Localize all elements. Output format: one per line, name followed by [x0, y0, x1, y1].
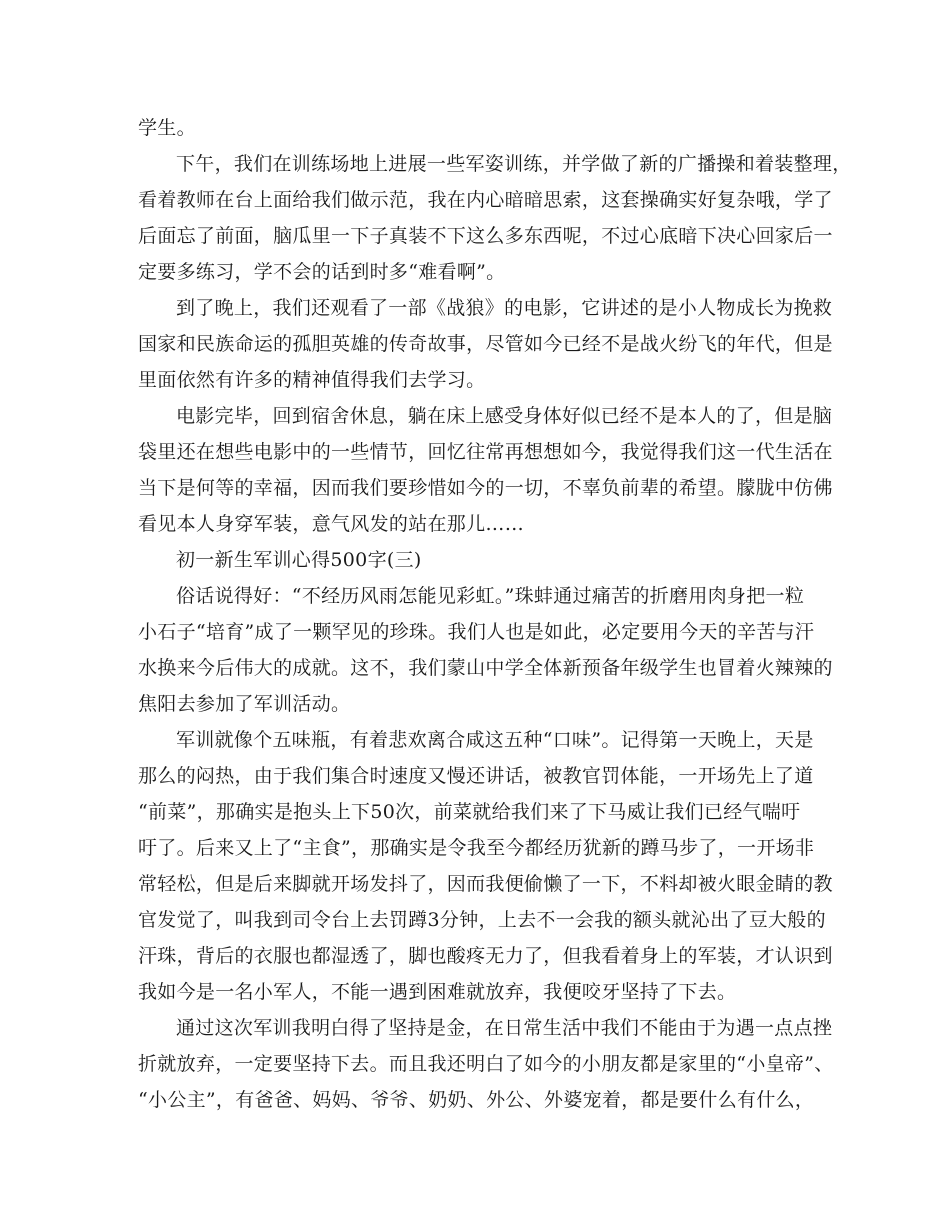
paragraph-start-line: 军训就像个五味瓶，有着悲欢离合咸这五种“口味”。记得第一天晚上，天是	[176, 729, 814, 751]
text-line: 我如今是一名小军人，不能一遇到困难就放弃，我便咬牙坚持了下去。	[138, 981, 737, 1003]
text-line: 里面依然有许多的精神值得我们去学习。	[138, 369, 486, 391]
paragraph-start-line: 电影完毕，回到宿舍休息，躺在床上感受身体好似已经不是本人的了，但是脑	[176, 405, 833, 427]
text-line: 定要多练习，学不会的话到时多“难看啊”。	[138, 261, 506, 283]
text-line: 袋里还在想些电影中的一些情节，回忆往常再想想如今，我觉得我们这一代生活在	[138, 441, 833, 463]
text-line: 吁了。后来又上了“主食”，那确实是令我至今都经历犹新的蹲马步了，一开场非	[138, 837, 815, 859]
text-line: 常轻松，但是后来脚就开场发抖了，因而我便偷懒了一下，不料却被火眼金睛的教	[138, 873, 833, 895]
text-line: 国家和民族命运的孤胆英雄的传奇故事，尽管如今已经不是战火纷飞的年代，但是	[138, 333, 833, 355]
text-line: 官发觉了，叫我到司令台上去罚蹲3分钟，上去不一会我的额头就沁出了豆大般的	[138, 909, 826, 931]
paragraph-start-line: 下午，我们在训练场地上进展一些军姿训练，并学做了新的广播操和着装整理，	[176, 153, 852, 175]
text-line: 后面忘了前面，脑瓜里一下子真装不下这么多东西呢，不过心底暗下决心回家后一	[138, 225, 833, 247]
section-heading: 初一新生军训心得500字(三)	[176, 549, 422, 571]
text-line: 水换来今后伟大的成就。这不，我们蒙山中学全体新预备年级学生也冒着火辣辣的	[138, 657, 833, 679]
text-line: 看着教师在台上面给我们做示范，我在内心暗暗思索，这套操确实好复杂哦，学了	[138, 189, 833, 211]
text-line: 汗珠，背后的衣服也都湿透了，脚也酸疼无力了，但我看着身上的军装，才认识到	[138, 945, 833, 967]
text-line: “小公主”，有爸爸、妈妈、爷爷、奶奶、外公、外婆宠着，都是要什么有什么，	[138, 1089, 815, 1111]
text-line: 看见本人身穿军装，意气风发的站在那儿……	[138, 513, 525, 535]
text-line: 焦阳去参加了军训活动。	[138, 693, 351, 715]
text-line: 小石子“培育”成了一颗罕见的珍珠。我们人也是如此，必定要用今天的辛苦与汗	[138, 621, 815, 643]
text-line: 当下是何等的幸福，因而我们要珍惜如今的一切，不辜负前辈的希望。朦胧中仿佛	[138, 477, 833, 499]
text-line: 折就放弃，一定要坚持下去。而且我还明白了如今的小朋友都是家里的“小皇帝”、	[138, 1053, 834, 1075]
text-line: “前菜”，那确实是抱头上下50次，前菜就给我们来了下马威让我们已经气喘吁	[138, 801, 801, 823]
text-line: 那么的闷热，由于我们集合时速度又慢还讲话，被教官罚体能，一开场先上了道	[138, 765, 814, 787]
paragraph-start-line: 通过这次军训我明白得了坚持是金，在日常生活中我们不能由于为遇一点点挫	[176, 1017, 833, 1039]
paragraph-start-line: 到了晚上，我们还观看了一部《战狼》的电影，它讲述的是小人物成长为挽救	[176, 297, 833, 319]
paragraph-start-line: 俗话说得好：“不经历风雨怎能见彩虹。”珠蚌通过痛苦的折磨用肉身把一粒	[176, 585, 805, 607]
text-line: 学生。	[138, 117, 196, 139]
